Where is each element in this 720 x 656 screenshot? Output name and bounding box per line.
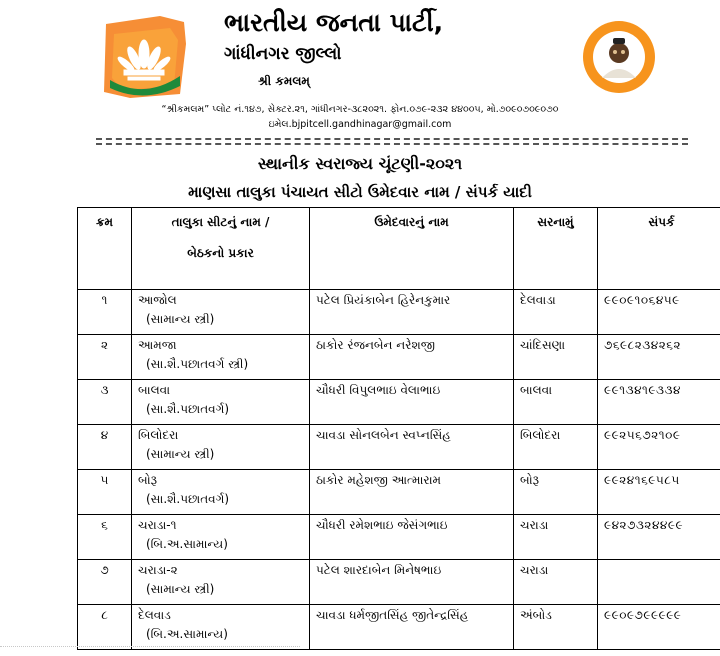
cell-address: દેલવાડા (514, 290, 598, 335)
cell-sr: ૭ (78, 560, 132, 605)
cell-sr: ૮ (78, 605, 132, 650)
seat-name: આજોલ (138, 293, 177, 307)
cell-seat (132, 290, 310, 335)
cell-sr: ૫ (78, 470, 132, 515)
table-row (78, 335, 720, 380)
cell-seat (132, 515, 310, 560)
divider-line (96, 143, 688, 145)
candidate-table (77, 207, 720, 650)
cell-candidate-name: પટેલ પ્રિયંકાબેન હિરેનકુમાર (310, 290, 514, 335)
header-seat (132, 208, 310, 290)
cell-contact: ૯૯૧૩૪૧૯૩૩૪ (598, 380, 720, 425)
cell-address: ચરાડા (514, 515, 598, 560)
header-address: સરનામું (514, 208, 598, 290)
seat-name: બિલોદરા (138, 428, 179, 442)
cell-address: બાલવા (514, 380, 598, 425)
cell-candidate-name: ચાવડા સોનલબેન સ્વપ્નસિંહ (310, 425, 514, 470)
party-name: ભારતીય જનતા પાર્ટી, (224, 8, 444, 37)
seat-name: દેલવાડ (138, 608, 171, 622)
cell-contact: ૯૯૦૯૭૯૯૯૯૯ (598, 605, 720, 650)
seat-type: (બિ.અ.સામાન્ય) (146, 537, 228, 551)
cell-seat (132, 605, 310, 650)
cell-address: બોરૂ (514, 470, 598, 515)
cell-contact: ૭૬૯૮૨૩૪૨૬૨ (598, 335, 720, 380)
table-row (78, 425, 720, 470)
header-sr: ક્રમ (78, 208, 132, 290)
seat-type: (સા.શૈ.પછાતવર્ગ) (146, 492, 230, 506)
seat-name: ચરાડા-૨ (138, 563, 178, 577)
faint-footer-line (0, 646, 300, 651)
office-address: “શ્રીકમલમ” પ્લોટ નં.૧૪૭, સેક્ટર.૨૧, ગાંધીનગર-૩૮૨૦૨૧. ફોન.૦૭૯-૨૩૨ ૪૪૦૦૫, મો.૭૦૯૦૭૦૯૦૭૦ (161, 104, 559, 115)
divider-line (96, 138, 688, 140)
header-contact: સંપર્ક (598, 208, 720, 290)
cell-sr: ૧ (78, 290, 132, 335)
cell-candidate-name: ઠાકોર રંજનબેન નરેશજી (310, 335, 514, 380)
cell-contact: ૯૯૦૯૧૦૬૪૫૯ (598, 290, 720, 335)
office-name: શ્રી કમલમ્ (258, 74, 310, 88)
table-row (78, 515, 720, 560)
seat-name: બાલવા (138, 383, 171, 397)
cell-address: ચાંદિસણા (514, 335, 598, 380)
cell-candidate-name: ઠાકોર મહેશજી આત્મારામ (310, 470, 514, 515)
cell-contact: ૯૯૨૫૬૭૨૧૦૯ (598, 425, 720, 470)
cell-contact: ૯૯૨૪૧૬૯૫૮૫ (598, 470, 720, 515)
seat-type: (સામાન્ય સ્ત્રી) (146, 582, 215, 596)
cell-contact: ૯૪૨૭૩૨૪૪૯૯ (598, 515, 720, 560)
cell-candidate-name: ચૌધરી વિપુલભાઇ વેલાભાઇ (310, 380, 514, 425)
portrait-seal-icon (582, 20, 656, 94)
cell-contact (598, 560, 720, 605)
cell-sr: ૩ (78, 380, 132, 425)
table-header-row (78, 208, 720, 290)
cell-sr: ૬ (78, 515, 132, 560)
cell-seat (132, 380, 310, 425)
seat-type: (સા.શૈ.પછાતવર્ગ સ્ત્રી) (146, 357, 249, 371)
table-row (78, 605, 720, 650)
table-row (78, 470, 720, 515)
cell-address: ચરાડા (514, 560, 598, 605)
cell-address: બિલોદરા (514, 425, 598, 470)
cell-seat (132, 425, 310, 470)
party-logo-icon (100, 14, 188, 100)
seat-type: (સામાન્ય સ્ત્રી) (146, 447, 215, 461)
document-title: સ્થાનીક સ્વરાજ્ય ચૂંટણી-૨૦૨૧ (257, 154, 463, 173)
district-name: ગાંધીનગર જીલ્લો (224, 44, 342, 64)
table-row (78, 290, 720, 335)
cell-candidate-name: ચાવડા ધર્મજીતસિંહ જીતેન્દ્રસિંહ (310, 605, 514, 650)
cell-candidate-name: પટેલ શારદાબેન મિનેષભાઇ (310, 560, 514, 605)
seat-type: (સામાન્ય સ્ત્રી) (146, 312, 215, 326)
cell-seat (132, 335, 310, 380)
table-row (78, 380, 720, 425)
cell-address: અંબોડ (514, 605, 598, 650)
document-subtitle: માણસા તાલુકા પંચાયત સીટો ઉમેદવાર નામ / સંપર્ક યાદી (188, 183, 532, 201)
cell-sr: ૪ (78, 425, 132, 470)
cell-sr: ૨ (78, 335, 132, 380)
seat-name: ચરાડા-૧ (138, 518, 177, 532)
header-name: ઉમેદવારનું નામ (310, 208, 514, 290)
seat-type: (સા.શૈ.પછાતવર્ગ) (146, 402, 230, 416)
table-row (78, 560, 720, 605)
header-seat-line2: બેઠકનો પ્રકાર (187, 246, 254, 260)
header-seat-line1: તાલુકા સીટનું નામ / (171, 215, 270, 229)
seat-name: બોરૂ (138, 473, 158, 487)
office-email: ઇમેલ.bjpitcell.gandhinagar@gmail.com (268, 119, 452, 130)
cell-seat (132, 470, 310, 515)
seat-type: (બિ.અ.સામાન્ય) (146, 627, 228, 641)
cell-seat (132, 560, 310, 605)
seat-name: આમજા (138, 338, 177, 352)
cell-candidate-name: ચૌધરી રમેશભાઇ જેસંગભાઇ (310, 515, 514, 560)
